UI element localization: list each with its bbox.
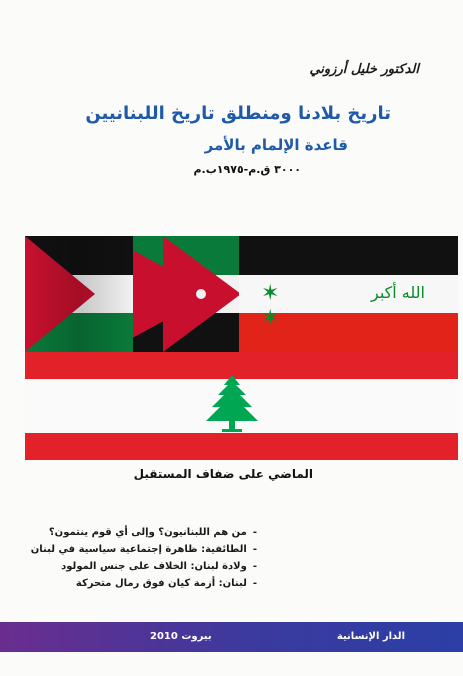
iraq-flag [347,236,458,352]
publication-city-year: بيروت 2010 [150,631,212,642]
topics-list [31,524,257,592]
date-range: ٣٠٠٠ ق.م-١٩٧٥ب.م [193,163,301,176]
list-item: -ولادة لبنان: الخلاف على جنس المولود [61,561,257,572]
book-title: تاريخ بلادنا ومنطلق تاريخ اللبنانيين [85,103,391,124]
jordan-flag [133,236,239,352]
iraq-script: الله أكبر [371,282,425,302]
tagline: الماضي على ضفاف المستقبل [133,467,313,481]
list-item: -الطائفية: ظاهرة إجتماعية سياسية في لبنان [30,544,257,555]
bullet-dash: - [252,527,257,538]
list-item: -لبنان: أزمة كيان فوق رمال متحركة [75,578,257,589]
book-subtitle: قاعدة الإلمام بالأمر [204,136,348,154]
syria-flag [239,236,347,352]
publisher-name: الدار الإنسانية [336,631,405,642]
bullet-dash: - [252,561,257,572]
jordan-flag-graphic [133,236,239,352]
syria-stars: ✶ ✶ [261,280,298,331]
lebanon-middle-stripe [25,379,458,433]
palestine-flag-graphic [25,236,133,352]
flags-row [25,236,458,352]
palestine-flag [25,236,133,352]
lebanon-flag [25,352,458,460]
list-item: -من هم اللبنانيون؟ وإلى أي قوم ينتمون؟ [48,527,257,538]
bullet-dash: - [252,578,257,589]
bullet-dash: - [252,544,257,555]
author-name: الدكتور خليل أرزوني [309,62,419,77]
footer-band [0,622,463,652]
cedar-tree-icon [202,373,262,439]
